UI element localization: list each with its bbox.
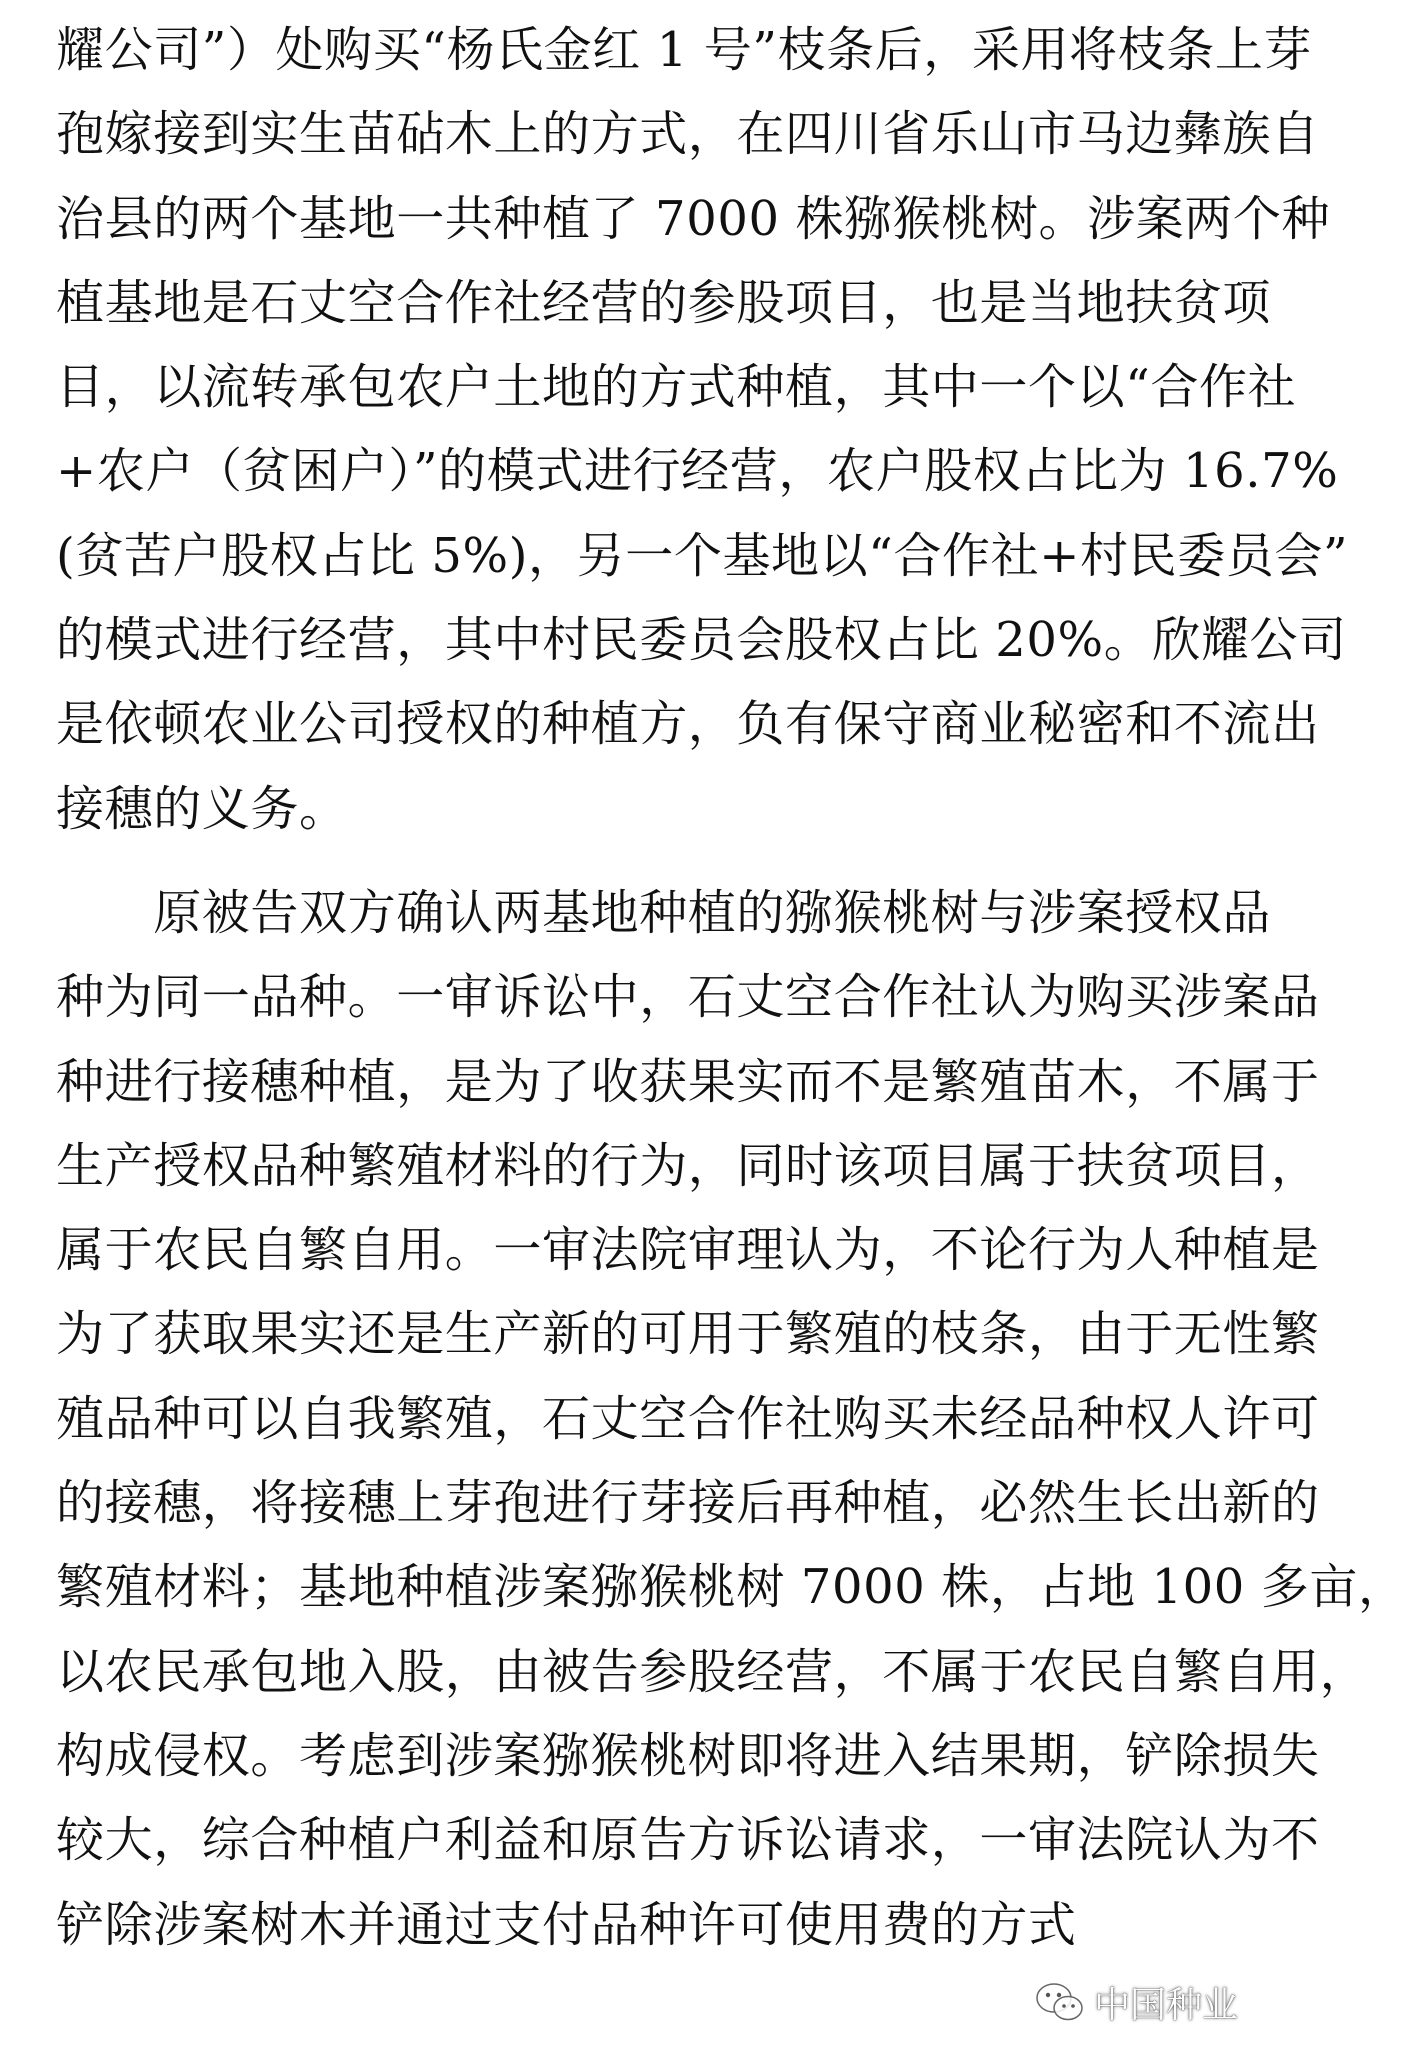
text-line: 为了获取果实还是生产新的可用于繁殖的枝条，由于无性繁 [56,1306,1320,1363]
watermark [1034,1977,1238,2028]
text-line: 治县的两个基地一共种植了 7000 株猕猴桃树。涉案两个种 [56,190,1331,247]
text-line: 铲除涉案树木并通过支付品种许可使用费的方式 [56,1896,1077,1953]
watermark-text: 中国种业 [1093,1985,1238,2026]
text-line: 孢嫁接到实生苗砧木上的方式，在四川省乐山市马边彝族自 [56,106,1320,163]
text-line: 种为同一品种。一审诉讼中，石丈空合作社认为购买涉案品 [56,969,1320,1026]
paragraph-2 [56,871,1407,1967]
text-line: 属于农民自繁自用。一审法院审理认为，不论行为人种植是 [56,1222,1320,1279]
text-line: (贫苦户股权占比 5%)，另一个基地以“合作社+村民委员会” [56,527,1349,584]
text-line: 生产授权品种繁殖材料的行为，同时该项目属于扶贫项目， [56,1137,1320,1194]
text-line: 目，以流转承包农户土地的方式种植，其中一个以“合作社 [56,359,1297,416]
paragraph-1 [56,8,1349,851]
text-line: 是依顿农业公司授权的种植方，负有保守商业秘密和不流出 [56,696,1320,753]
text-line: 构成侵权。考虑到涉案猕猴桃树即将进入结果期，铲除损失 [56,1727,1320,1784]
text-line: 以农民承包地入股，由被告参股经营，不属于农民自繁自用， [56,1643,1369,1700]
wechat-icon [1034,1980,1086,2026]
text-line: 繁殖材料；基地种植涉案猕猴桃树 7000 株，占地 100 多亩， [56,1559,1407,1616]
text-line: 的接穗，将接穗上芽孢进行芽接后再种植，必然生长出新的 [56,1475,1320,1532]
text-line: 较大，综合种植户利益和原告方诉讼请求，一审法院认为不 [56,1812,1320,1869]
text-line: 耀公司”）处购买“杨氏金红 1 号”枝条后，采用将枝条上芽 [56,22,1313,78]
text-line: +农户（贫困户）”的模式进行经营，农户股权占比为 16.7% [56,443,1339,500]
text-line: 殖品种可以自我繁殖，石丈空合作社购买未经品种权人许可 [56,1390,1320,1447]
text-line: 的模式进行经营，其中村民委员会股权占比 20%。欣耀公司 [56,612,1347,669]
paragraph-gap [56,851,1226,871]
text-line: 原被告双方确认两基地种植的猕猴桃树与涉案授权品 [56,884,1272,941]
text-line: 种进行接穗种植，是为了收获果实而不是繁殖苗木，不属于 [56,1053,1320,1110]
text-line: 植基地是石丈空合作社经营的参股项目，也是当地扶贫项 [56,274,1272,331]
document-page [56,8,1407,1967]
text-line: 接穗的义务。 [56,780,348,837]
